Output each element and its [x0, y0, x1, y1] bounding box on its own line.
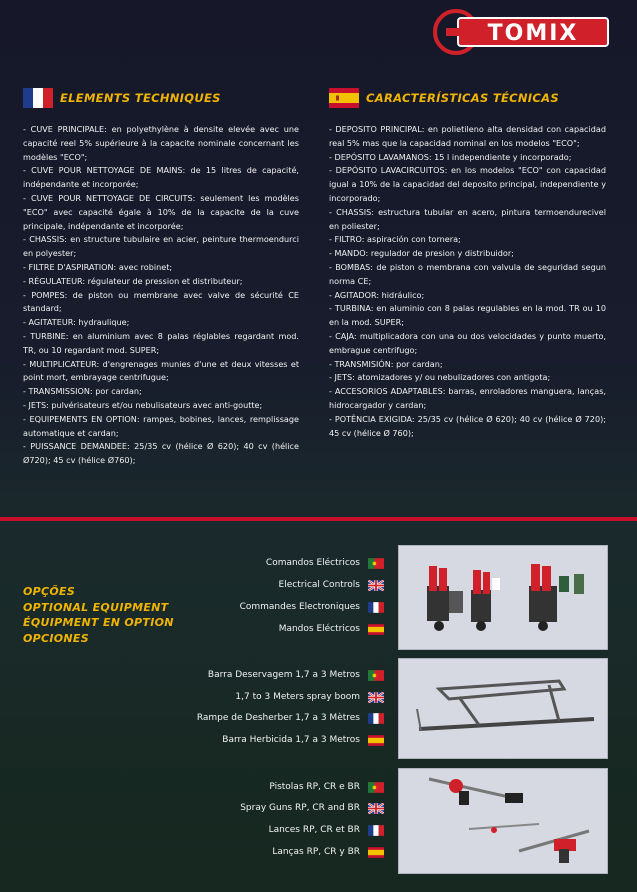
option-row	[235, 690, 384, 704]
es-technical-list	[329, 123, 606, 440]
uk-flag-icon	[368, 580, 384, 591]
spec-item: - TURBINE: en aluminium avec 8 palas réglables regardant mod. TR, ou 10 regardant mod. SUPER;	[23, 330, 299, 355]
uk-flag-icon	[368, 692, 384, 703]
divider-red-bar	[0, 517, 637, 521]
france-flag-icon	[368, 825, 384, 836]
spray-guns-photo	[398, 768, 608, 874]
options-heading-pt: OPÇÕES	[23, 585, 76, 598]
tomix-logo	[432, 6, 612, 58]
option-label: Lances RP, CR et BR	[268, 825, 360, 835]
spec-item: - CAJA: multiplicadora con una ou dos velocidades y punto muerto, embrague centrifugo;	[329, 330, 606, 355]
option-row	[240, 600, 384, 614]
portugal-flag-icon	[368, 670, 384, 681]
spec-item: - PUISSANCE DEMANDEE: 25/35 cv (hélice Ø 620); 40 cv (hélice Ø720); 45 cv (hélice Ø760);	[23, 441, 299, 466]
france-flag-icon	[368, 713, 384, 724]
option-label: Barra Deservagem 1,7 a 3 Metros	[207, 670, 360, 680]
spec-item: - TRANSMISIÓN: por cardan;	[329, 358, 443, 369]
options-heading	[23, 584, 174, 646]
portugal-flag-icon	[368, 558, 384, 569]
options-heading-fr: ÉQUIPMENT EN OPTION	[23, 616, 174, 629]
spec-item: - CUVE POUR NETTOYAGE DE MAINS: de 15 litres de capacité, indépendante et incorporée;	[23, 165, 299, 190]
option-label: Rampe de Desherber 1,7 a 3 Mètres	[196, 713, 360, 723]
option-row	[269, 823, 384, 837]
option-label: Comandos Eléctricos	[265, 558, 360, 568]
france-flag-icon	[23, 88, 53, 108]
spec-item: - FILTRE D'ASPIRATION: avec robinet;	[23, 261, 173, 272]
es-title: CARACTERÍSTICAS TÉCNICAS	[366, 91, 559, 105]
option-row	[240, 801, 384, 815]
spray-boom-photo	[398, 658, 608, 759]
options-heading-es: OPCIONES	[23, 631, 89, 645]
spain-flag-icon	[368, 624, 384, 635]
spec-item: - MULTIPLICATEUR: d'engrenages munies d'une et deux vitesses et point mort, embrayage centrifugue;	[23, 358, 299, 383]
fr-title: ELEMENTS TECHNIQUES	[60, 91, 221, 105]
spec-item: - BOMBAS: de piston o membrana con valvula de seguridad segun norma CE;	[329, 261, 606, 286]
option-row	[197, 711, 384, 725]
electrical-controls-photo	[398, 545, 608, 650]
option-label: Lanças RP, CR y BR	[272, 847, 360, 857]
spec-item: - MANDO: regulador de presion y distribuidor;	[329, 248, 514, 259]
option-label: Electrical Controls	[278, 580, 360, 590]
option-row	[222, 733, 384, 747]
option-label: Spray Guns RP, CR and BR	[240, 803, 360, 813]
spec-item: - CHASSIS: en structure tubulaire en acier, peinture thermoendurci en polyester;	[23, 234, 299, 259]
spec-item: - CHASSIS: estructura tubular en acero, pintura termoendurecivel en poliester;	[329, 206, 606, 231]
spec-item: - DEPÓSITO LAVAMANOS: 15 l independiente y incorporado;	[329, 151, 572, 162]
option-label: Commandes Electroniques	[239, 602, 360, 612]
spec-item: - DEPOSITO PRINCIPAL: en polietileno alta densidad con capacidad real 5% mas que la capacidad nominal en los modelos "ECO";	[329, 124, 606, 148]
spec-item: - ACCESORIOS ADAPTABLES: barras, enroladores manguera, lanças, hidrocargador y cardan;	[329, 386, 606, 410]
option-row	[269, 780, 384, 794]
spec-item: - JETS: atomizadores y/ ou nebulizadores con antigota;	[329, 372, 551, 383]
spain-flag-icon	[368, 735, 384, 746]
spec-item: - EQUIPEMENTS EN OPTION: rampes, bobines, lances, remplissage automatique et cardan;	[23, 413, 299, 438]
option-row	[272, 845, 384, 859]
spec-item: - CUVE POUR NETTOYAGE DE CIRCUITS: seulement les modèles "ECO" avec capacité égale à 10% de la capacite de la cuve principale, indépendante et incorporée;	[23, 192, 299, 231]
spec-item: - JETS: pulvérisateurs et/ou nebulisateurs avec anti-goutte;	[23, 399, 263, 410]
spec-item: - CUVE PRINCIPALE: en polyethylène à densite elevée avec une capacité reel 5% supérieure à la capacite nominale concernant les modèles "ECO";	[23, 124, 299, 162]
spec-item: - AGITADOR: hidráulico;	[329, 289, 425, 300]
uk-flag-icon	[368, 803, 384, 814]
option-label: Pistolas RP, CR e BR	[269, 782, 360, 792]
option-row	[266, 556, 384, 570]
spec-item: - TURBINA: en aluminio con 8 palas regulables en la mod. TR ou 10 en la mod. SUPER;	[329, 303, 606, 328]
fr-technical-list	[23, 123, 299, 468]
spain-flag-icon	[329, 88, 359, 108]
spec-item: - FILTRO: aspiración con tornera;	[329, 234, 461, 245]
portugal-flag-icon	[368, 782, 384, 793]
logo-text: TOMIX	[487, 21, 579, 46]
option-row	[208, 668, 384, 682]
spec-item: - DEPÓSITO LAVACIRCUITOS: en los modelos "ECO" con capacidad igual a 10% de la capacidad del deposito principal, independiente y incorporado;	[329, 165, 606, 203]
spec-item: - POMPES: de piston ou membrane avec valve de sécurité CE standard;	[23, 289, 299, 314]
option-label: Barra Herbicida 1,7 a 3 Metros	[222, 735, 360, 745]
options-heading-en: OPTIONAL EQUIPMENT	[23, 600, 169, 614]
option-row	[279, 578, 384, 592]
option-label: 1,7 to 3 Meters spray boom	[235, 692, 360, 702]
france-flag-icon	[368, 602, 384, 613]
spain-flag-icon	[368, 847, 384, 858]
option-row	[279, 622, 384, 636]
spec-item: - AGITATEUR: hydraulique;	[23, 317, 130, 328]
es-section-header	[329, 88, 559, 108]
spec-item: - RÉGULATEUR: régulateur de pression et distributeur;	[23, 275, 243, 286]
spec-item: - POTÊNCIA EXIGIDA: 25/35 cv (hélice Ø 620); 40 cv (hélice Ø 720); 45 cv (hélice Ø 760);	[329, 413, 606, 438]
fr-section-header	[23, 88, 221, 108]
spec-item: - TRANSMISSION: por cardan;	[23, 386, 142, 397]
option-label: Mandos Eléctricos	[278, 624, 360, 634]
